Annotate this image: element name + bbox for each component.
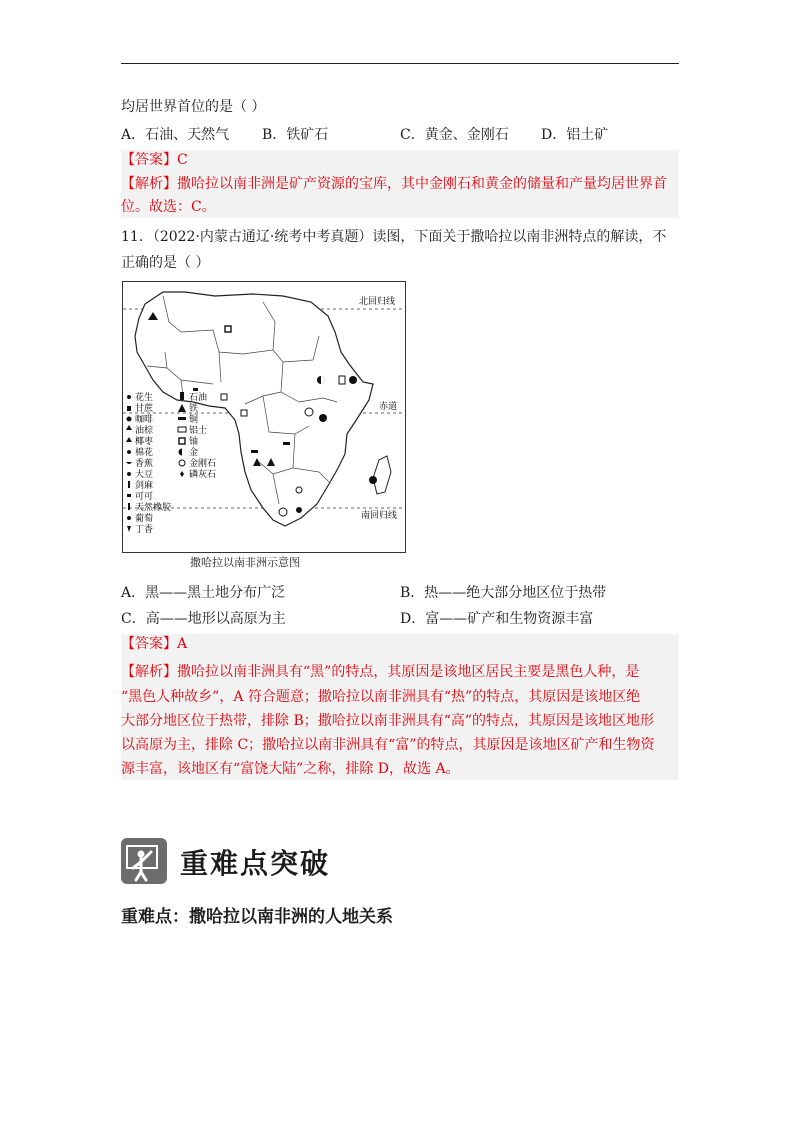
q10-analysis-line2: 位。故选：C。 (121, 199, 216, 215)
analysis-label: 【解析】 (121, 664, 177, 680)
q11-analysis-line2: “黑色人种故乡”，A 符合题意；撒哈拉以南非洲具有“热”的特点，其原因是该地区绝 (121, 689, 641, 705)
header-rule (121, 63, 679, 64)
legend-crop-peanut: 花生 (135, 393, 154, 403)
analysis-label: 【解析】 (121, 176, 177, 192)
q10-answer-box (121, 150, 679, 218)
legend-mineral-oil: 石油 (189, 393, 208, 403)
legend-crop-sugarcane: 甘蔗 (135, 404, 154, 414)
legend-crop-cocoa: 可可 (135, 492, 154, 502)
q11-stem-line2: 正确的是（ ） (121, 255, 210, 271)
q11-option-b: B．热——绝大部分地区位于热带 (400, 585, 607, 601)
q10-option-d: D．铝土矿 (541, 127, 609, 143)
legend-mineral-diamond: 金刚石 (189, 459, 217, 469)
q11-analysis-line5: 源丰富，该地区有“富饶大陆”之称，排除 D，故选 A。 (121, 761, 460, 777)
answer-label: 【答案】 (121, 152, 177, 168)
legend-mineral-bauxite: 铝土 (189, 426, 208, 436)
q11-answer (121, 634, 187, 654)
south-tropic-label: 南回归线 (361, 511, 398, 521)
q10-option-b: B．铁矿石 (262, 127, 329, 143)
q11-analysis-line3: 大部分地区位于热带，排除 B；撒哈拉以南非洲具有“高”的特点，其原因是该地区地形 (121, 713, 655, 729)
legend-crop-cotton: 棉花 (135, 448, 154, 458)
q11-stem-line1: 11．（2022·内蒙古通辽·统考中考真题）读图，下面关于撒哈拉以南非洲特点的解读，不 (121, 229, 667, 245)
legend-crop-banana: 香蕉 (135, 459, 154, 469)
q11-option-d: D．富——矿产和生物资源丰富 (400, 611, 594, 627)
legend-crop-grape: 葡萄 (135, 514, 154, 524)
q10-analysis-line1: 【解析】撒哈拉以南非洲是矿产资源的宝库，其中金刚石和黄金的储量和产量均居世界首 (121, 176, 667, 192)
q11-option-c: C．高——地形以高原为主 (121, 611, 286, 627)
madagascar (373, 456, 391, 494)
map-caption: 撒哈拉以南非洲示意图 (190, 556, 300, 569)
legend-mineral-copper: 铜 (189, 415, 199, 425)
legend-crop-oilpalm: 油棕 (135, 426, 154, 436)
legend-crop-coffee: 咖啡 (135, 415, 154, 425)
q11-option-a: A．黑——黑土地分布广泛 (121, 585, 286, 601)
q10-option-a: A．石油、天然气 (121, 127, 230, 143)
legend-mineral-iron: 铁 (189, 404, 199, 414)
africa-map-figure (122, 281, 406, 553)
answer-value: C (177, 152, 188, 168)
legend-crop-clove: 丁香 (135, 525, 154, 535)
legend-crop-soybean: 大豆 (135, 470, 154, 480)
q11-analysis-line4: 以高原为主，排除 C；撒哈拉以南非洲具有“富”的特点，其原因是该地区矿产和生物资 (121, 737, 655, 753)
climber-icon (121, 838, 167, 884)
q11-answer-box (121, 634, 679, 780)
section-title: 重难点突破 (180, 847, 331, 880)
north-tropic-label: 北回归线 (359, 297, 396, 307)
legend-crop-sisal: 剑麻 (135, 481, 154, 491)
q10-stem: 均居世界首位的是（ ） (121, 99, 266, 115)
africa-map (123, 282, 405, 552)
legend-crop-datepalm: 椰枣 (135, 437, 154, 447)
section-subheading: 重难点：撒哈拉以南非洲的人地关系 (121, 907, 393, 927)
legend-crop-rubber: 天然橡胶 (135, 503, 172, 513)
legend-mineral-uranium: 铀 (189, 437, 199, 447)
q10-answer (121, 150, 188, 170)
legend-crops (126, 391, 172, 535)
q11-analysis-line1: 【解析】撒哈拉以南非洲具有“黑”的特点，其原因是该地区居民主要是黑色人种，是 (121, 664, 640, 680)
answer-value: A (177, 636, 188, 652)
q10-option-c: C．黄金、金刚石 (400, 127, 509, 143)
legend-mineral-apatite: 磷灰石 (189, 470, 217, 480)
equator-label: 赤道 (379, 402, 398, 412)
continent-outline (135, 292, 373, 526)
answer-label: 【答案】 (121, 636, 177, 652)
legend-mineral-gold: 金 (189, 448, 199, 458)
